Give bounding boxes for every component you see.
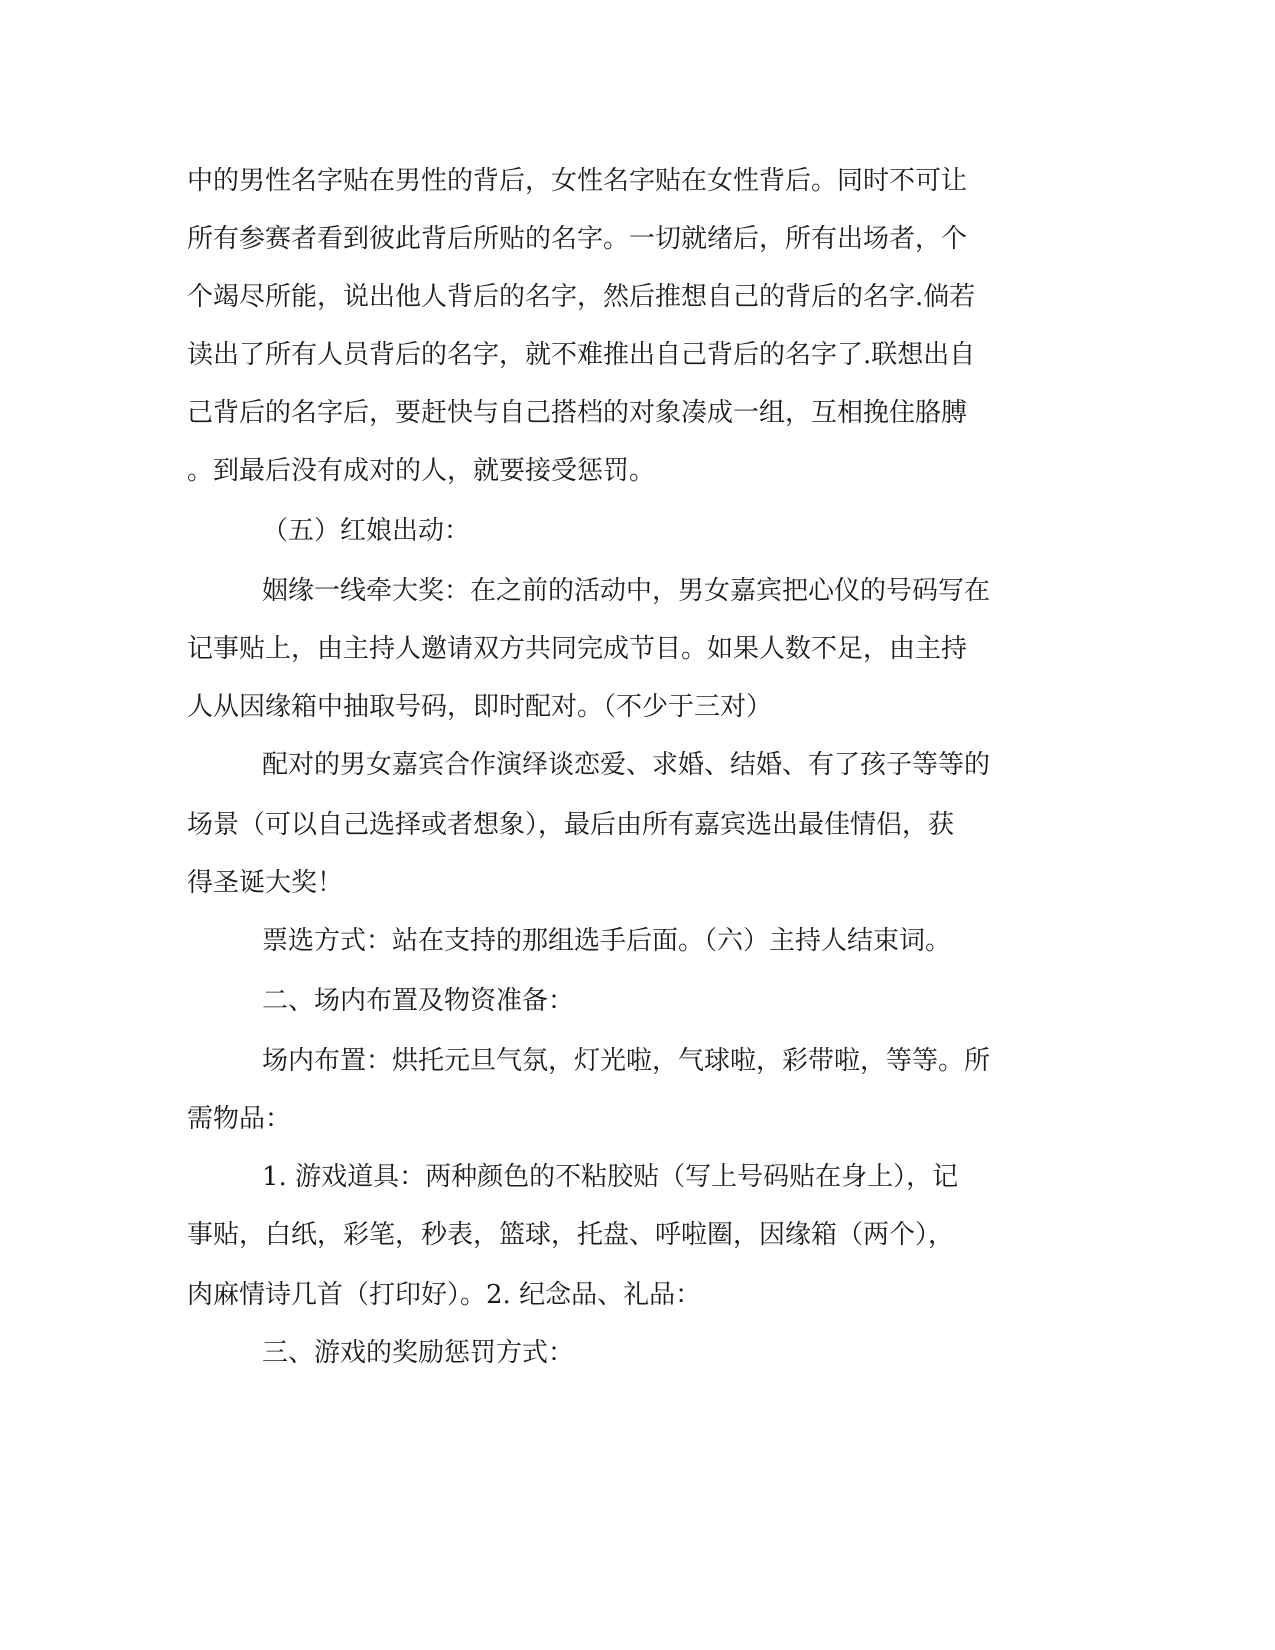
text-line-6: 。到最后没有成对的人，就要接受惩罚。 [187, 456, 656, 486]
text-line-20: 肉麻情诗几首（打印好）。2. 纪念品、礼品： [187, 1280, 702, 1310]
section-heading-5: （五）红娘出动： [262, 516, 471, 546]
text-line-1: 中的男性名字贴在男性的背后，女性名字贴在女性背后。同时不可让 [187, 166, 968, 196]
text-line-3: 个竭尽所能，说出他人背后的名字，然后推想自己的背后的名字.倘若 [187, 282, 976, 312]
text-line-2: 所有参赛者看到彼此背后所贴的名字。一切就绪后，所有出场者，个 [187, 224, 968, 254]
section-heading-2: 二、场内布置及物资准备： [262, 986, 575, 1016]
text-line-13: 得圣诞大奖！ [187, 868, 344, 898]
text-line-14: 票选方式：站在支持的那组选手后面。（六）主持人结束词。 [262, 926, 952, 956]
text-line-11: 配对的男女嘉宾合作演绎谈恋爱、求婚、结婚、有了孩子等等的 [262, 750, 991, 780]
text-line-9: 记事贴上，由主持人邀请双方共同完成节目。如果人数不足，由主持 [187, 634, 968, 664]
text-line-18: 1. 游戏道具：两种颜色的不粘胶贴（写上号码贴在身上），记 [262, 1162, 959, 1192]
text-line-16: 场内布置：烘托元旦气氛，灯光啦，气球啦，彩带啦，等等。所 [262, 1046, 991, 1076]
text-line-5: 己背后的名字后，要赶快与自己搭档的对象凑成一组，互相挽住胳膊 [187, 398, 968, 428]
text-line-10: 人从因缘箱中抽取号码，即时配对。（不少于三对） [187, 692, 773, 722]
text-line-12: 场景（可以自己选择或者想象），最后由所有嘉宾选出最佳情侣，获 [187, 810, 955, 840]
text-line-17: 需物品： [187, 1104, 292, 1134]
section-heading-3: 三、游戏的奖励惩罚方式： [262, 1338, 575, 1368]
text-line-4: 读出了所有人员背后的名字，就不难推出自己背后的名字了.联想出自 [187, 340, 976, 370]
text-line-8: 姻缘一线牵大奖：在之前的活动中，男女嘉宾把心仪的号码写在 [262, 576, 991, 606]
text-line-19: 事贴，白纸，彩笔，秒表，篮球，托盘、呼啦圈，因缘箱（两个）， [187, 1220, 955, 1250]
